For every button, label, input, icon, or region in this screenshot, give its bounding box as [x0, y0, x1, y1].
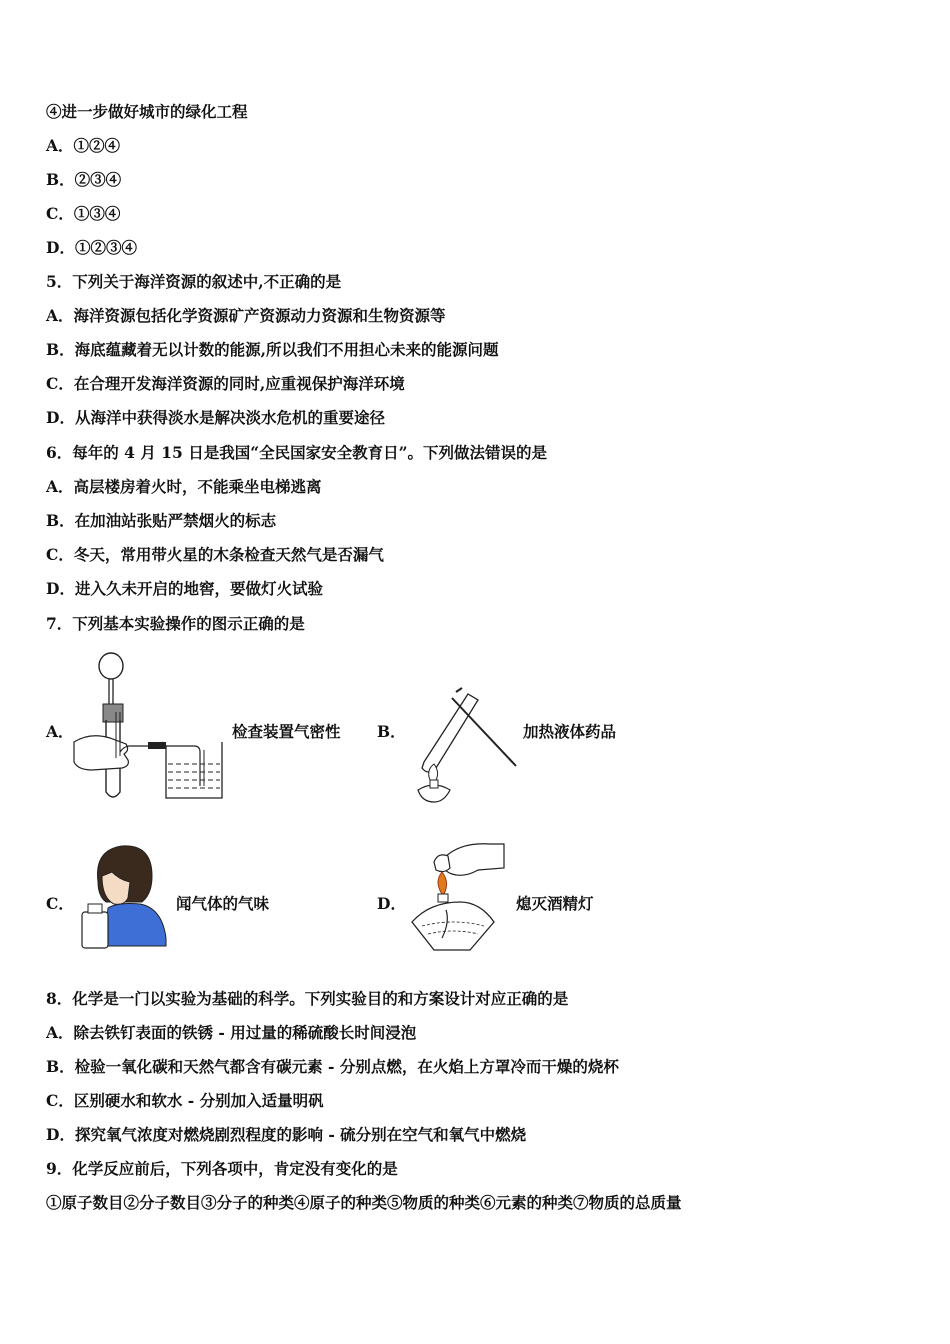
q4-option-a: A．①②④ — [46, 136, 121, 155]
question-8: 8．化学是一门以实验为基础的科学。下列实验目的和方案设计对应正确的是 — [46, 989, 569, 1008]
q7-c-text: 闻气体的气味 — [176, 894, 270, 913]
q6-option-d: D．进入久未开启的地窖，要做灯火试验 — [46, 579, 323, 598]
q7-a-text: 检查装置气密性 — [232, 722, 341, 741]
q7-c-letter: C． — [46, 894, 74, 913]
q5-option-d: D．从海洋中获得淡水是解决淡水危机的重要途径 — [46, 408, 385, 427]
question-5: 5．下列关于海洋资源的叙述中,不正确的是 — [46, 272, 342, 291]
q7-b-text: 加热液体药品 — [523, 722, 617, 741]
q6-option-b: B．在加油站张贴严禁烟火的标志 — [46, 511, 277, 530]
q8-option-c: C．区别硬水和软水 - 分别加入适量明矾 — [46, 1091, 324, 1110]
statement-4: ④进一步做好城市的绿化工程 — [46, 102, 248, 121]
extinguish-lamp-figure — [404, 838, 508, 956]
smelling-gas-figure — [78, 842, 170, 952]
q7-d-text: 熄灭酒精灯 — [516, 894, 594, 913]
q7-b-letter: B． — [377, 722, 406, 741]
q7-d-letter: D． — [377, 894, 406, 913]
q4-option-d: D．①②③④ — [46, 238, 137, 257]
question-6: 6．每年的 4 月 15 日是我国“全民国家安全教育日”。下列做法错误的是 — [46, 443, 548, 462]
q6-option-c: C．冬天，常用带火星的木条检查天然气是否漏气 — [46, 545, 384, 564]
q4-option-c: C．①③④ — [46, 204, 121, 223]
q5-option-a: A．海洋资源包括化学资源矿产资源动力资源和生物资源等 — [46, 306, 446, 325]
q5-option-b: B．海底蕴藏着无以计数的能源,所以我们不用担心未来的能源问题 — [46, 340, 499, 359]
q8-option-b: B．检验一氧化碳和天然气都含有碳元素 - 分别点燃，在火焰上方罩冷而干燥的烧杯 — [46, 1057, 619, 1076]
q8-option-d: D．探究氧气浓度对燃烧剧烈程度的影响 - 硫分别在空气和氧气中燃烧 — [46, 1125, 527, 1144]
q4-option-b: B．②③④ — [46, 170, 122, 189]
q6-option-a: A．高层楼房着火时，不能乘坐电梯逃离 — [46, 477, 322, 496]
q7-a-letter: A． — [46, 722, 74, 741]
question-9: 9．化学反应前后，下列各项中，肯定没有变化的是 — [46, 1159, 398, 1178]
q5-option-c: C．在合理开发海洋资源的同时,应重视保护海洋环境 — [46, 374, 405, 393]
q8-option-a: A．除去铁钉表面的铁锈 - 用过量的稀硫酸长时间浸泡 — [46, 1023, 417, 1042]
question-7: 7．下列基本实验操作的图示正确的是 — [46, 614, 305, 633]
q9-items: ①原子数目②分子数目③分子的种类④原子的种类⑤物质的种类⑥元素的种类⑦物质的总质量 — [46, 1193, 682, 1212]
heating-liquid-figure — [404, 684, 522, 804]
airtightness-check-figure — [70, 646, 230, 804]
